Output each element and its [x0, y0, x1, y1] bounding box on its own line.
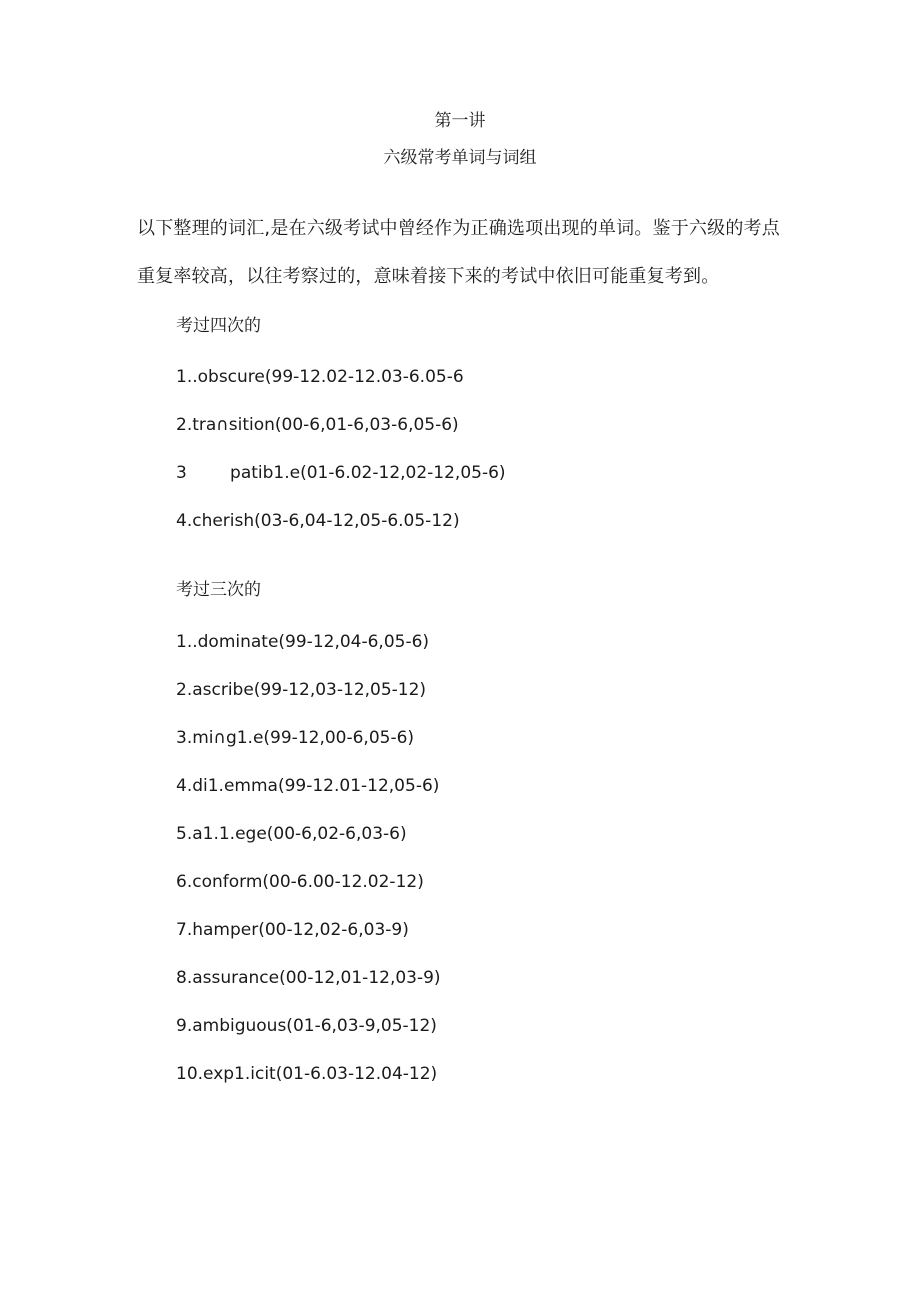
list-item: 3.mi∩g1.e(99-12,00-6,05-6) — [176, 728, 415, 748]
word-list-four-times — [176, 365, 506, 557]
word-list-three-times — [176, 630, 441, 1110]
list-item: 5.a1.1.ege(00-6,02-6,03-6) — [176, 824, 407, 844]
list-item: 2.ascribe(99-12,03-12,05-12) — [176, 680, 427, 700]
section-heading-three-times: 考过三次的 — [176, 580, 261, 600]
section-heading-four-times: 考过四次的 — [176, 316, 261, 336]
list-item: 7.hamper(00-12,02-6,03-9) — [176, 920, 409, 940]
list-item: 1..obscure(99-12.02-12.03-6.05-6 — [176, 367, 464, 387]
list-item: 2.tra∩sition(00-6,01-6,03-6,05-6) — [176, 415, 459, 435]
list-item: 6.conform(00-6.00-12.02-12) — [176, 872, 424, 892]
list-item: 4.cherish(03-6,04-12,05-6.05-12) — [176, 511, 460, 531]
list-item: 4.di1.emma(99-12.01-12,05-6) — [176, 776, 440, 796]
intro-paragraph-line-2: 重复率较高，以往考察过的，意味着接下来的考试中依旧可能重复考到。 — [137, 266, 720, 287]
intro-paragraph-line-1: 以下整理的词汇,是在六级考试中曾经作为正确选项出现的单词。鉴于六级的考点 — [137, 218, 780, 239]
document-subtitle: 六级常考单词与词组 — [383, 148, 537, 168]
list-item: 3 patib1.e(01-6.02-12,02-12,05-6) — [176, 463, 506, 483]
lecture-title: 第一讲 — [434, 111, 486, 131]
list-item: 10.exp1.icit(01-6.03-12.04-12) — [176, 1064, 438, 1084]
list-item: 8.assurance(00-12,01-12,03-9) — [176, 968, 441, 988]
list-item: 9.ambiguous(01-6,03-9,05-12) — [176, 1016, 437, 1036]
list-item: 1..dominate(99-12,04-6,05-6) — [176, 632, 430, 652]
